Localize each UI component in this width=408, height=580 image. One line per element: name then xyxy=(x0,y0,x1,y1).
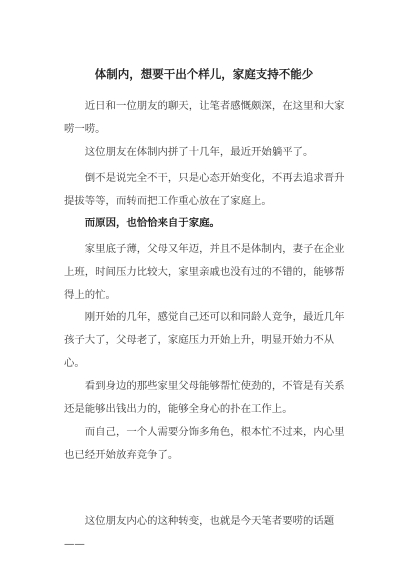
paragraph: 倒不是说完全不干，只是心态开始变化，不再去追求晋升提拔等等，而转而把工作重心放在了家庭上。 xyxy=(64,172,345,207)
paragraph: 近日和一位朋友的聊天，让笔者感慨颇深，在这里和大家唠一唠。 xyxy=(64,100,345,135)
paragraph: 家里底子薄，父母又年迈，并且不是体制内，妻子在企业上班，时间压力比较大，家里亲戚也没有过的不错的，能够帮得上的忙。 xyxy=(64,243,345,301)
paragraph: 而自己，一个人需要分饰多角色，根本忙不过来，内心里也已经开始放弃竞争了。 xyxy=(64,426,345,461)
bold-paragraph: 而原因，也恰恰来自于家庭。 xyxy=(84,217,220,229)
paragraph: 看到身边的那些家里父母能够帮忙使劲的，不管是有关系还是能够出钱出力的，能够全身心的扑在工作上。 xyxy=(64,380,345,415)
paragraph: 刚开始的几年，感觉自己还可以和同龄人竞争，最近几年孩子大了，父母老了，家庭压力开始上升，明显开始力不从心。 xyxy=(64,311,345,369)
paragraph: 这位朋友内心的这种转变，也就是今天笔者要唠的话题—— xyxy=(64,515,335,550)
document-title: 体制内，想要干出个样儿，家庭支持不能少 xyxy=(94,67,314,81)
paragraph: 这位朋友在体制内拼了十几年，最近开始躺平了。 xyxy=(84,146,314,158)
